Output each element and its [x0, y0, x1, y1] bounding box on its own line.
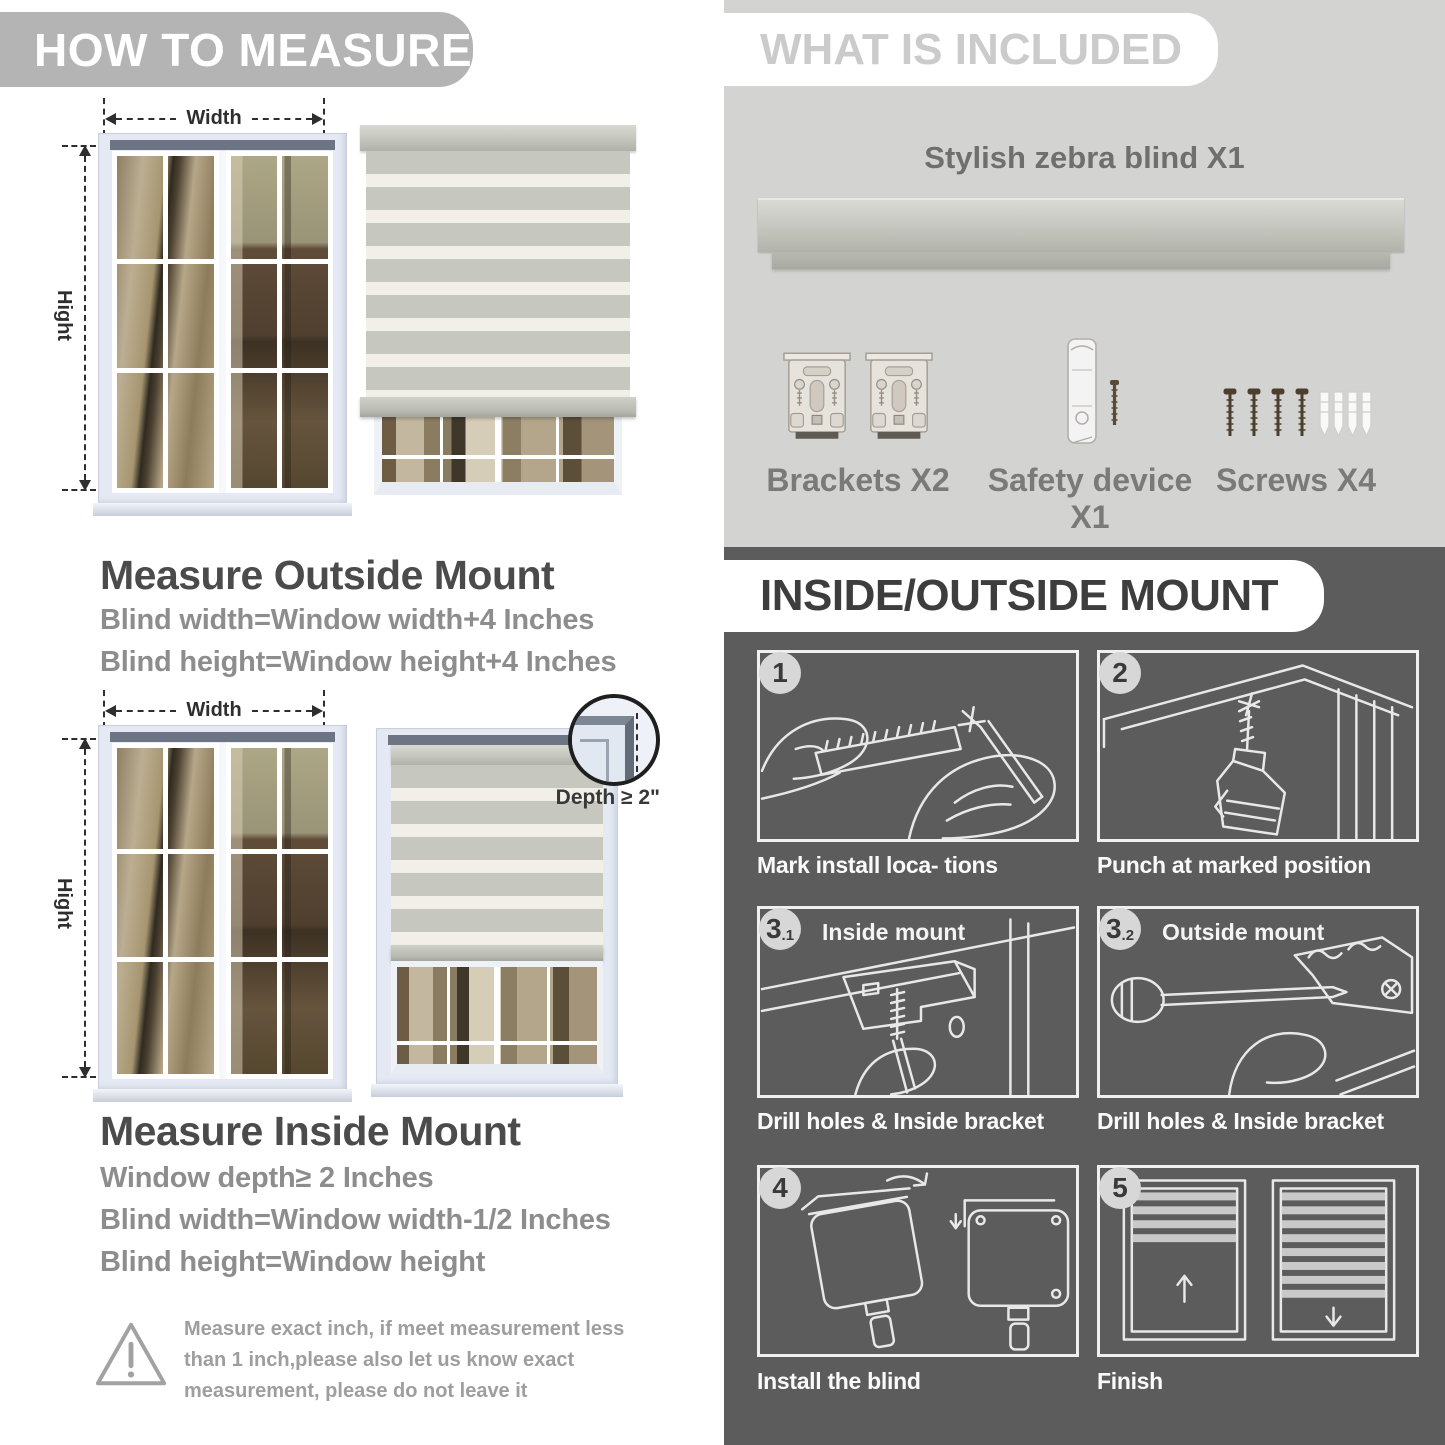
- safety-device-illustration: [1058, 336, 1124, 450]
- height-arrow-inside: [84, 739, 86, 1077]
- width-arrow-inside: [105, 699, 323, 722]
- screw-icon: [1224, 389, 1236, 436]
- step-5-panel: [1097, 1165, 1419, 1357]
- muntin-bar: [117, 957, 214, 962]
- muntin-bar: [231, 957, 328, 962]
- blind-bottom-rail: [360, 397, 636, 417]
- measurement-warning-text: Measure exact inch, if meet measurement less than 1 inch,please also let us know exact measurement, please do not leave it: [184, 1318, 625, 1402]
- height-arrow-outside: [84, 146, 86, 490]
- screws-illustration: [1220, 388, 1372, 444]
- step-4-caption: Install the blind: [757, 1368, 921, 1394]
- mark-location-illustration: [760, 653, 1076, 839]
- step-3-2-title: Outside mount: [1162, 919, 1325, 945]
- inside-outside-mount-banner: [724, 560, 1324, 632]
- step-2-caption: Punch at marked position: [1097, 852, 1371, 878]
- blind-headrail-lip: [772, 252, 1390, 269]
- screws-label: Screws X4: [1215, 462, 1377, 498]
- depth-magnifier: [568, 694, 660, 786]
- screw-icon: [1110, 380, 1119, 425]
- window-corner-detail: [570, 716, 634, 780]
- screw-icon: [1248, 389, 1260, 436]
- what-is-included-banner: [724, 13, 1218, 86]
- window-illustration-inside: [98, 725, 347, 1091]
- step-3-1-caption: Drill holes & Inside bracket: [757, 1108, 1044, 1134]
- safety-device-label: Safety device X1: [987, 462, 1193, 535]
- height-label: Hight: [53, 878, 75, 930]
- inside-mount-title: Measure Inside Mount: [100, 1108, 521, 1154]
- step-number-badge: 4: [759, 1167, 801, 1209]
- muntin-bar: [163, 748, 168, 1074]
- blind-bottom-rail: [391, 945, 603, 961]
- arrow-left-icon: [105, 113, 116, 125]
- height-label: Hight: [53, 290, 75, 342]
- inside-mount-line-width: Blind width=Window width-1/2 Inches: [100, 1204, 611, 1236]
- step-3-1-title: Inside mount: [822, 919, 966, 945]
- step-number-badge: 1: [759, 652, 801, 694]
- width-tick-right: [323, 690, 325, 728]
- inside-mount-line-depth: Window depth≥ 2 Inches: [100, 1162, 434, 1194]
- window-under-blind: [391, 961, 603, 1074]
- screw-icon: [1272, 389, 1284, 436]
- brackets-label: Brackets X2: [766, 462, 950, 498]
- arrow-right-icon: [312, 113, 323, 125]
- window-sashes: [112, 743, 333, 1079]
- muntin-bar: [231, 368, 328, 373]
- window-sashes: [112, 151, 333, 493]
- drill-illustration: [1100, 653, 1416, 839]
- step-number-badge: 5: [1099, 1167, 1141, 1209]
- outside-mount-formula-width: Blind width=Window width+4 Inches: [100, 604, 595, 636]
- muntin-bar: [117, 368, 214, 373]
- depth-label: Depth ≥ 2": [555, 786, 660, 809]
- window-sash-right: [226, 743, 333, 1079]
- outside-mount-formula-height: Blind height=Window height+4 Inches: [100, 646, 617, 678]
- step-4-panel: [757, 1165, 1079, 1357]
- window-head-strip: [110, 732, 335, 742]
- muntin-bar: [231, 259, 328, 264]
- bracket-icon: [865, 348, 933, 444]
- step-1-caption: Mark install loca- tions: [757, 852, 998, 878]
- muntin-bar: [277, 156, 282, 488]
- window-sash-left: [112, 151, 219, 493]
- width-arrow-outside: [105, 107, 323, 130]
- muntin-bar: [277, 748, 282, 1074]
- depth-dashed-line: [636, 713, 638, 772]
- muntin-bar: [163, 156, 168, 488]
- step-1-panel: [757, 650, 1079, 842]
- arrow-up-icon: [1178, 1276, 1192, 1302]
- install-blind-illustration: [760, 1168, 1076, 1354]
- bracket-icon: [783, 348, 851, 444]
- width-label: Width: [186, 107, 242, 129]
- how-to-measure-title: HOW TO MEASURE: [34, 23, 473, 76]
- outside-mount-title: Measure Outside Mount: [100, 552, 555, 598]
- blind-cassette: [360, 125, 636, 151]
- blind-headrail-illustration: [758, 198, 1404, 252]
- screw-icon: [1296, 389, 1308, 436]
- step-number-badge: 3 .2: [1099, 908, 1141, 950]
- step-number-badge: 2: [1099, 652, 1141, 694]
- arrow-left-icon: [105, 705, 116, 717]
- arrow-down-icon: [1327, 1308, 1341, 1326]
- window-head-strip: [110, 140, 335, 150]
- finish-illustration: [1100, 1168, 1416, 1354]
- muntin-bar: [447, 967, 450, 1064]
- what-is-included-title: WHAT IS INCLUDED: [760, 24, 1183, 74]
- muntin-bar: [382, 455, 614, 459]
- muntin-bar: [231, 849, 328, 854]
- zebra-blind-outside-illustration: [360, 123, 636, 495]
- window-illustration-outside: [98, 133, 347, 505]
- step-3-2-caption: Drill holes & Inside bracket: [1097, 1108, 1384, 1134]
- step-2-panel: [1097, 650, 1419, 842]
- muntin-bar: [494, 967, 500, 1064]
- included-blind-label: Stylish zebra blind X1: [924, 140, 1245, 175]
- brackets-illustration: [783, 348, 933, 444]
- wall-anchor-icon: [1320, 392, 1371, 436]
- inside-outside-mount-title: INSIDE/OUTSIDE MOUNT: [760, 571, 1279, 620]
- zebra-blind-inside-illustration: [376, 728, 618, 1086]
- step-3-1-panel: [757, 906, 1079, 1098]
- muntin-bar: [397, 1041, 597, 1045]
- blind-stripes: [366, 151, 630, 397]
- width-tick-right: [323, 98, 325, 136]
- how-to-measure-banner: [0, 12, 473, 87]
- inside-mount-line-height: Blind height=Window height: [100, 1246, 486, 1278]
- step-number-badge: 3 .1: [759, 908, 801, 950]
- muntin-bar: [547, 967, 550, 1064]
- muntin-bar: [117, 259, 214, 264]
- muntin-bar: [117, 849, 214, 854]
- warning-triangle-icon: [92, 1316, 170, 1392]
- arrow-right-icon: [312, 705, 323, 717]
- window-sash-left: [112, 743, 219, 1079]
- width-label: Width: [186, 699, 242, 721]
- window-sash-right: [226, 151, 333, 493]
- step-5-caption: Finish: [1097, 1368, 1163, 1394]
- step-3-2-panel: [1097, 906, 1419, 1098]
